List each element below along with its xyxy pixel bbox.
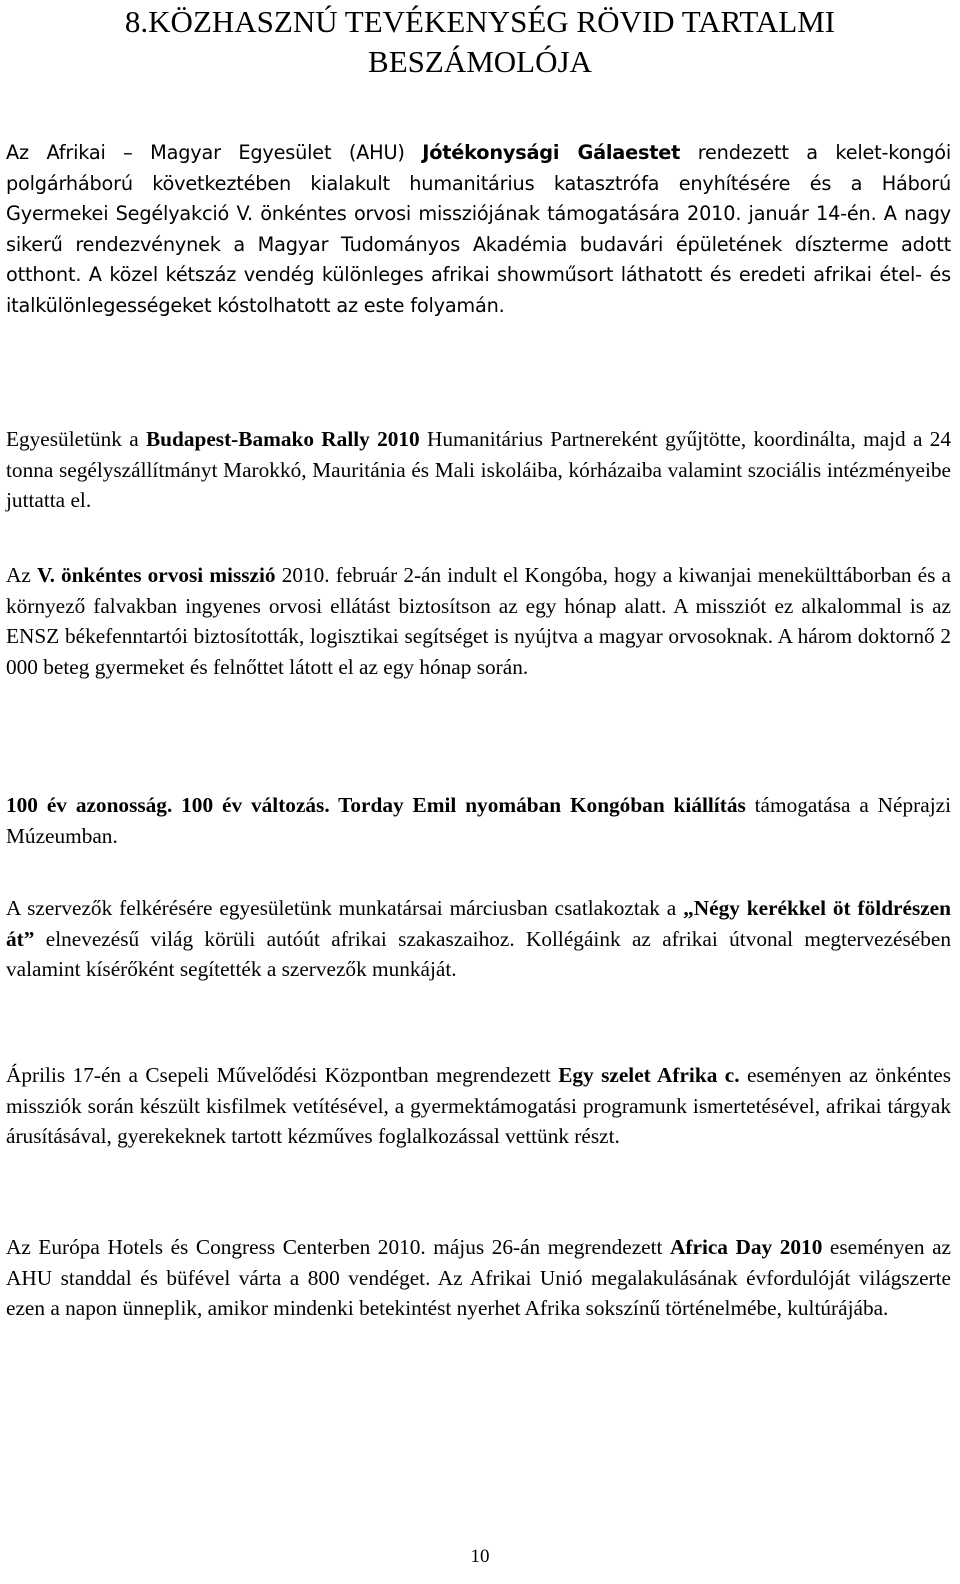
text-run: Humanitárius Partnereként gyűjtötte, koordinálta, majd a 24 tonna segélyszállítmányt Marokkó, Mauritánia és Mali iskoláiba, kórházaiba valamint szociális intézményeibe juttatta el. [6,427,951,512]
text-run: eseményen az önkéntes missziók során készült kisfilmek vetítésével, a gyermektámogatási programunk ismertetésével, afrikai tárgyak árusításával, gyerekeknek tartott kézműves foglalkozással vettünk részt. [6,1063,951,1148]
bold-text-run: Budapest-Bamako Rally 2010 [145,427,420,451]
text-run: rendezett a kelet-kongói polgárháború következtében kialakult humanitárius katasztrófa enyhítésére és a Háború Gyermekei Segélyakció V. önkéntes orvosi missziójának támogatására 2010. január 14-én. A nagy sikerű rendezvénynek a Magyar Tudományos Akadémia budavári épületének díszterme adott otthont. A közel kétszáz vendég különleges afrikai showműsort láthatott és eredeti afrikai étel- és italkülönlegességeket kóstolhatott az este folyamán. [6,141,951,317]
paragraph-gala [6,138,951,321]
text-run: Április 17-én a Csepeli Művelődési Központban megrendezett [6,1063,559,1087]
text-run: 2010. február 2-án indult el Kongóba, hogy a kiwanjai menekülttáborban és a környező falvakban ingyenes orvosi ellátást biztosítson az egy hónap alatt. A missziót ez alkalommal is az ENSZ békefenntartói biztosították, logisztikai segítséget is nyújtva a magyar orvosoknak. A három doktornő 2 000 beteg gyermeket és felnőttet látott el az egy hónap során. [6,563,951,679]
bold-text-run: Africa Day 2010 [670,1235,823,1259]
text-run: Az Európa Hotels és Congress Centerben 2010. május 26-án megrendezett [6,1235,671,1259]
bold-text-run: Egy szelet Afrika c. [558,1063,740,1087]
page-number: 10 [470,1546,490,1567]
text-run: elnevezésű világ körüli autóút afrikai szakaszaihoz. Kollégáink az afrikai útvonal megtervezésében valamint kísérőként segítették a szervezők munkáját. [6,926,951,981]
paragraph-exhibition [6,790,951,851]
bold-text-run: Jótékonysági Gálaestet [422,141,681,164]
paragraph-rally [6,424,951,516]
bold-text-run: V. önkéntes orvosi misszió [36,563,276,587]
page-title [0,2,960,82]
text-run: Az [6,563,37,587]
text-run: eseményen az AHU standdal és büfével várta a 800 vendéget. Az Afrikai Unió megalakulásának évfordulóját világszerte ezen a napon ünneplik, amikor mindenki betekintést nyerhet Afrika sokszínű történelmébe, kultúrájába. [6,1235,951,1320]
paragraph-africa-day [6,1232,951,1324]
paragraph-rally-world [6,893,951,985]
paragraph-csepel [6,1060,951,1152]
page-title-line-1: 8.KÖZHASZNÚ TEVÉKENYSÉG RÖVID TARTALMI [124,4,836,39]
bold-text-run: 100 év azonosság. 100 év változás. Torday Emil nyomában Kongóban kiállítás [6,793,746,817]
bold-text-run: „Négy kerékkel öt földrészen át” [6,896,951,951]
page-title-line-2: BESZÁMOLÓJA [368,44,592,79]
text-run: Az Afrikai – Magyar Egyesület (AHU) [6,141,423,164]
text-run: A szervezők felkérésére egyesületünk munkatársai márciusban csatlakoztak a [6,896,684,920]
text-run: Egyesületünk a [6,427,146,451]
paragraph-mission [6,560,951,682]
text-run: támogatása a Néprajzi Múzeumban. [6,793,951,848]
